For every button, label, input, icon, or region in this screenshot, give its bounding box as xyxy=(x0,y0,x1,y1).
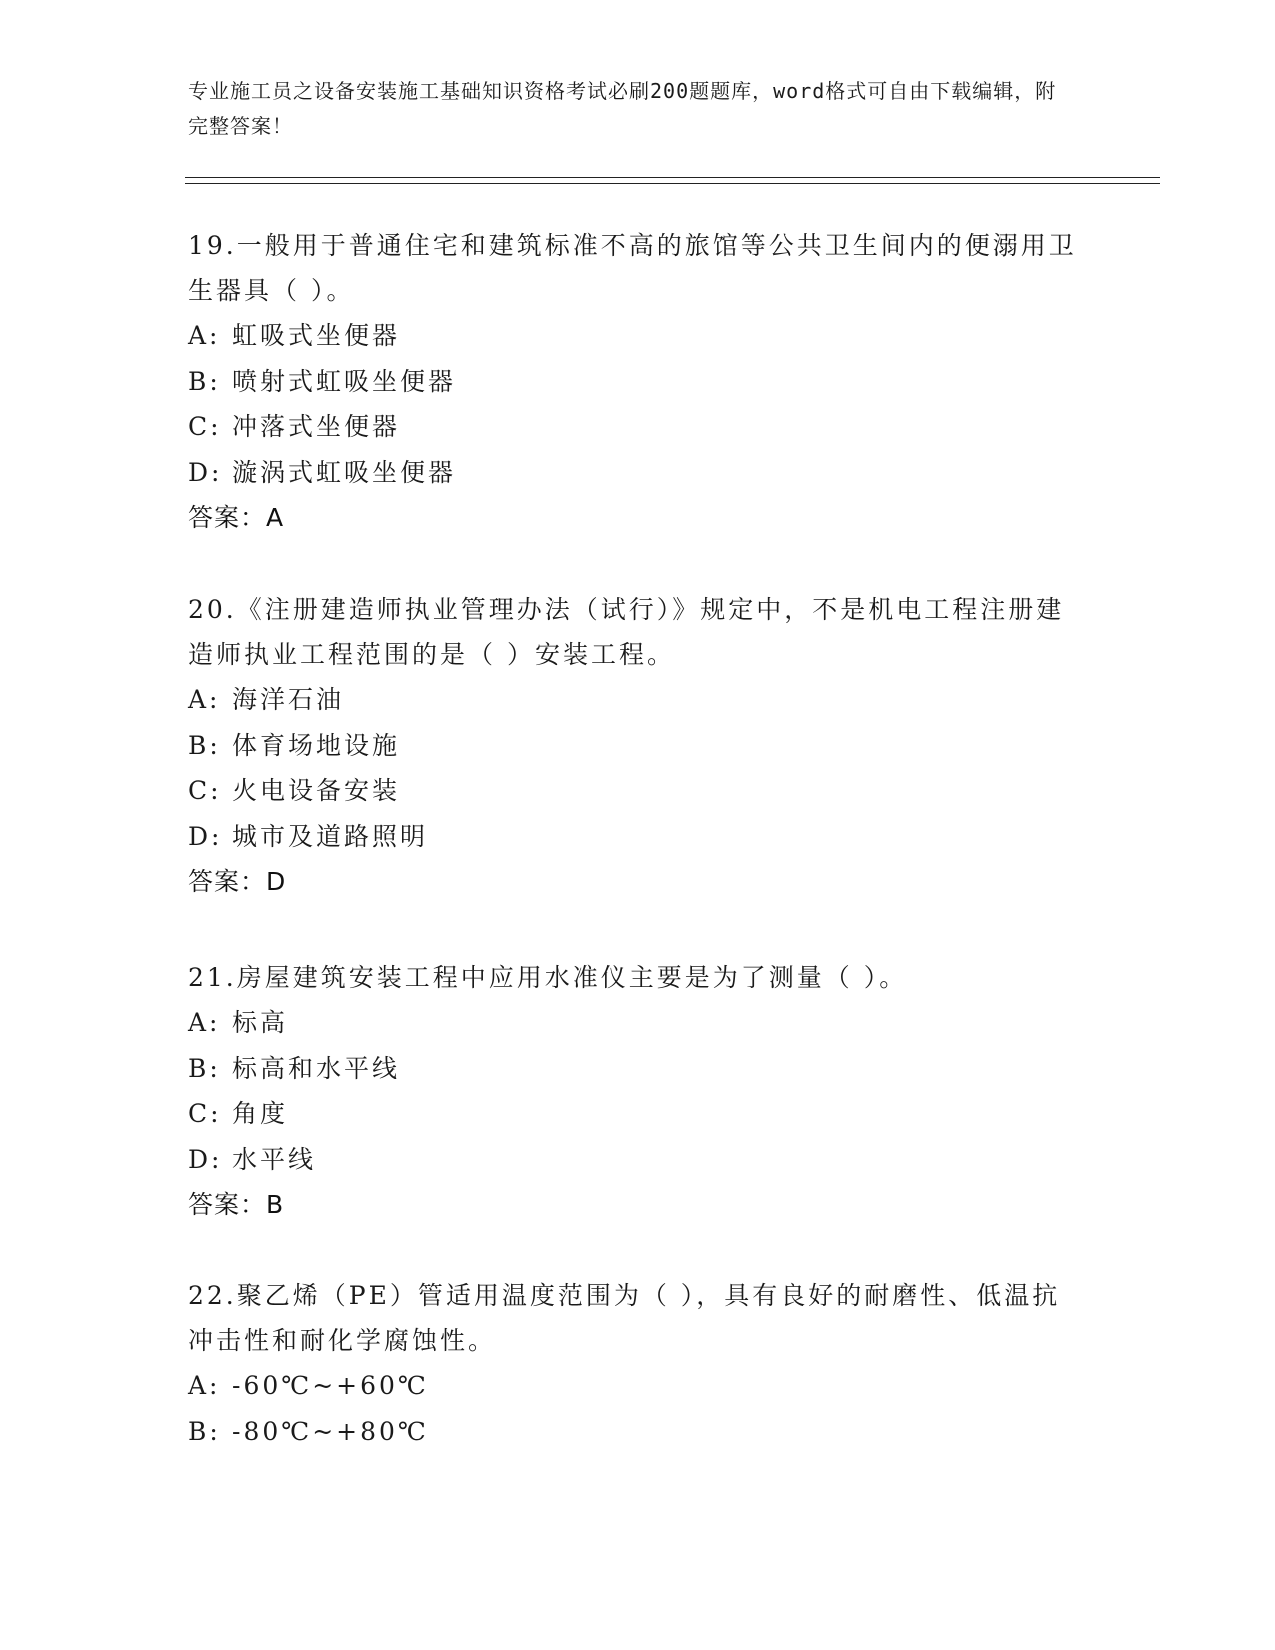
answer-label: 答案：B xyxy=(188,1190,285,1219)
option-text: 城市及道路照明 xyxy=(232,821,429,851)
option-text: 漩涡式虹吸坐便器 xyxy=(232,457,457,487)
option-key: B: xyxy=(188,366,221,396)
option-b xyxy=(188,1046,1088,1092)
option-text: 水平线 xyxy=(232,1144,317,1174)
option-b xyxy=(188,359,1088,405)
option-key: B: xyxy=(188,1416,221,1446)
question-stem: 21.房屋建筑安装工程中应用水准仪主要是为了测量（ ）。 xyxy=(188,963,908,992)
option-text: 标高和水平线 xyxy=(232,1053,401,1083)
option-c xyxy=(188,768,1088,814)
question-22 xyxy=(188,1273,1088,1454)
question-stem: 22.聚乙烯（PE）管适用温度范围为（ ），具有良好的耐磨性、低温抗冲击性和耐化学腐蚀性。 xyxy=(188,1281,1061,1355)
option-key: D: xyxy=(188,1144,223,1174)
option-key: A: xyxy=(188,1008,221,1037)
option-key: B: xyxy=(188,730,221,760)
option-text: 冲落式坐便器 xyxy=(232,412,401,441)
question-stem: 20.《注册建造师执业管理办法（试行）》规定中，不是机电工程注册建造师执业工程范围的是（ ）安装工程。 xyxy=(188,595,1065,669)
header-divider-top xyxy=(185,177,1160,178)
option-c xyxy=(188,1091,1088,1137)
option-a xyxy=(188,677,1088,723)
option-key: C: xyxy=(188,1099,222,1128)
question-20 xyxy=(188,587,1088,905)
option-a xyxy=(188,1000,1088,1046)
option-text: 体育场地设施 xyxy=(232,730,401,760)
option-key: C: xyxy=(188,776,222,805)
option-a xyxy=(188,313,1088,359)
option-text: 海洋石油 xyxy=(232,685,345,714)
option-text: 喷射式虹吸坐便器 xyxy=(232,366,457,396)
option-key: D: xyxy=(188,457,223,487)
option-text: 火电设备安装 xyxy=(232,776,401,805)
option-key: C: xyxy=(188,412,222,441)
option-key: A: xyxy=(188,1371,221,1400)
option-b xyxy=(188,723,1088,769)
option-text: 角度 xyxy=(232,1099,289,1128)
option-key: A: xyxy=(188,685,221,714)
question-stem: 19.一般用于普通住宅和建筑标准不高的旅馆等公共卫生间内的便溺用卫生器具（ ）。 xyxy=(188,231,1077,305)
option-key: D: xyxy=(188,821,223,851)
question-21 xyxy=(188,955,1088,1228)
header-divider-bottom xyxy=(185,183,1160,184)
option-text: -80℃~+80℃ xyxy=(232,1416,429,1446)
answer-label: 答案：D xyxy=(188,867,287,896)
option-key: A: xyxy=(188,321,221,350)
option-text: -60℃~+60℃ xyxy=(232,1371,429,1400)
option-a xyxy=(188,1363,1088,1409)
option-d xyxy=(188,450,1088,496)
option-text: 虹吸式坐便器 xyxy=(232,321,401,350)
question-19 xyxy=(188,223,1088,541)
option-b xyxy=(188,1409,1088,1455)
option-text: 标高 xyxy=(232,1008,289,1037)
option-key: B: xyxy=(188,1053,221,1083)
option-d xyxy=(188,1137,1088,1183)
option-c xyxy=(188,404,1088,450)
document-header: 专业施工员之设备安装施工基础知识资格考试必刷200题题库，word格式可自由下载编辑，附完整答案！ xyxy=(188,79,1057,138)
answer-label: 答案：A xyxy=(188,503,285,532)
option-d xyxy=(188,814,1088,860)
